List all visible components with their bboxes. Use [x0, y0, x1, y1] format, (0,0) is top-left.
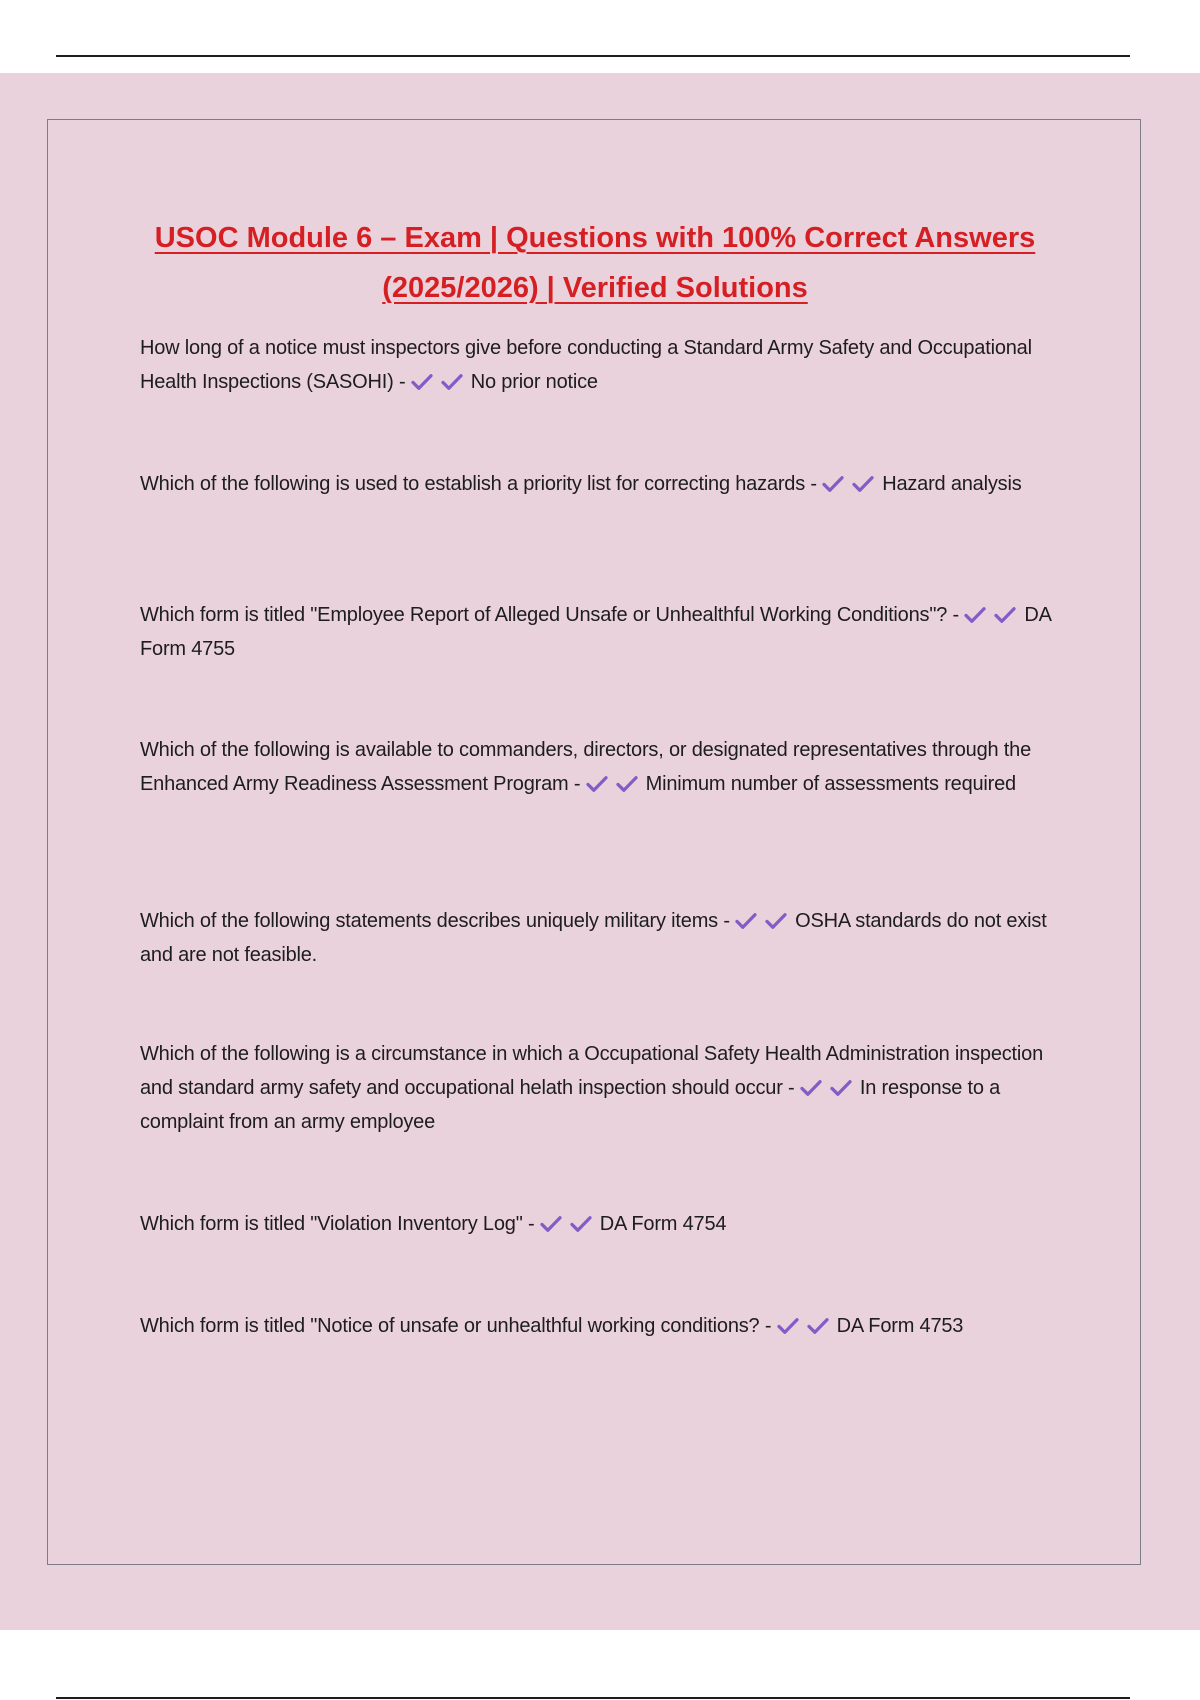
- question-text: Which form is titled "Violation Inventory Log" -: [140, 1213, 535, 1235]
- footer-rule: [56, 1697, 1130, 1699]
- question-text: Which of the following is available to commanders, directors, or designated representatives through the Enhanced Army Readiness Assessment Program -: [140, 739, 1031, 795]
- check-icon: [777, 1317, 799, 1335]
- check-icon: [822, 475, 844, 493]
- check-icon: [964, 606, 986, 624]
- question-text: Which of the following is used to establish a priority list for correcting hazards -: [140, 473, 817, 495]
- check-icon: [994, 606, 1016, 624]
- check-icon: [441, 373, 463, 391]
- qa-item-7: [140, 1207, 1060, 1241]
- answer-text: In response to a complaint from an army employee: [140, 1077, 1001, 1133]
- check-icon: [735, 912, 757, 930]
- check-icon: [586, 775, 608, 793]
- check-icon: [570, 1215, 592, 1233]
- qa-item-5: [140, 904, 1060, 972]
- answer-text: DA Form 4753: [836, 1315, 964, 1337]
- question-text: Which of the following is a circumstance in which a Occupational Safety Health Administration inspection and standard army safety and occupational helath inspection should occur -: [140, 1043, 1043, 1099]
- qa-item-1: [140, 331, 1060, 399]
- check-icon: [765, 912, 787, 930]
- check-icon: [411, 373, 433, 391]
- answer-text: OSHA standards do not exist and are not feasible.: [140, 910, 1047, 966]
- answer-text: No prior notice: [470, 371, 598, 393]
- qa-item-4: [140, 733, 1060, 801]
- check-icon: [852, 475, 874, 493]
- answer-text: Minimum number of assessments required: [645, 773, 1016, 795]
- header-rule: [56, 55, 1130, 57]
- question-text: Which form is titled "Notice of unsafe or unhealthful working conditions? -: [140, 1315, 772, 1337]
- qa-item-2: [140, 467, 1060, 501]
- answer-text: DA Form 4754: [599, 1213, 727, 1235]
- qa-item-8: [140, 1309, 1060, 1343]
- answer-text: Hazard analysis: [882, 473, 1022, 495]
- check-icon: [616, 775, 638, 793]
- check-icon: [830, 1079, 852, 1097]
- check-icon: [807, 1317, 829, 1335]
- answer-text: DA Form 4755: [140, 604, 1051, 660]
- qa-item-3: [140, 598, 1060, 666]
- check-icon: [800, 1079, 822, 1097]
- qa-item-6: [140, 1037, 1060, 1139]
- question-text: How long of a notice must inspectors give before conducting a Standard Army Safety and Occupational Health Inspections (SASOHI) -: [140, 337, 1032, 393]
- check-icon: [540, 1215, 562, 1233]
- question-text: Which form is titled "Employee Report of Alleged Unsafe or Unhealthful Working Conditions"? -: [140, 604, 959, 626]
- question-text: Which of the following statements describes uniquely military items -: [140, 910, 730, 932]
- document-title: USOC Module 6 – Exam | Questions with 100% Correct Answers (2025/2026) | Verified Solutions: [154, 222, 1036, 304]
